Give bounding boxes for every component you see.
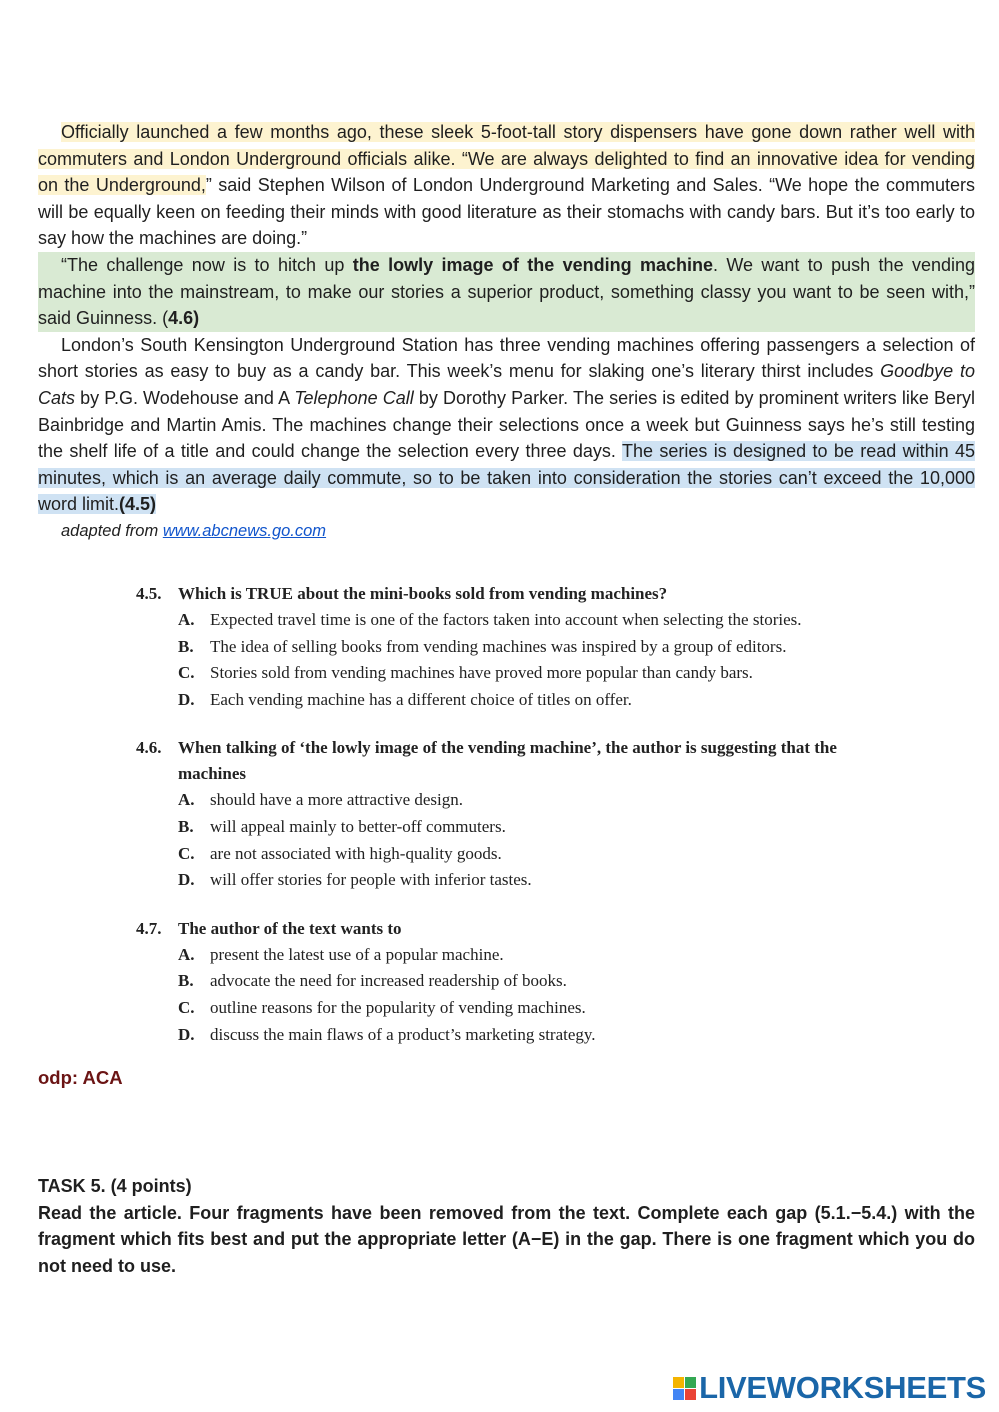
question-list: [136, 581, 896, 1070]
paragraph-3-text-a: London’s South Kensington Underground Station has three vending machines offering passengers a selection of short stories as easy to buy as a candy bar. This week’s menu for slaking one’s literary thirst includes: [38, 334, 975, 382]
source-line: [61, 518, 975, 544]
option-text: outline reasons for the popularity of vending machines.: [210, 997, 586, 1017]
logo-square-4: [685, 1389, 696, 1400]
answer-key: odp: ACA: [38, 1067, 123, 1088]
option-text: discuss the main flaws of a product’s marketing strategy.: [210, 1024, 596, 1044]
paragraph-3-text-c: by Dorothy Parker. The series is edited by prominent writers like Beryl Bainbridge and Martin Amis. The machines change their selections once a week but Guinness says he’s still testing the shelf life of a title and could change the selection every three days.: [38, 387, 976, 462]
option-text: Stories sold from vending machines have proved more popular than candy bars.: [210, 663, 753, 683]
option-d: [178, 867, 896, 894]
book-title-goodbye-to-cats: Goodbye to Cats: [38, 361, 975, 408]
logo-square-3: [673, 1389, 684, 1400]
option-letter: A.: [178, 610, 195, 629]
paragraph-3-text-b: by P.G. Wodehouse and A: [75, 387, 295, 408]
question-number: 4.6.: [136, 738, 162, 758]
liveworksheets-logo: [673, 1370, 986, 1406]
question-stem: The author of the text wants to: [178, 918, 402, 938]
option-text: will appeal mainly to better-off commuters.: [210, 816, 506, 836]
option-b: [178, 968, 896, 995]
paragraph-2-text-a: “The challenge now is to hitch up: [61, 254, 353, 275]
paragraph-2: [38, 252, 975, 332]
option-letter: A.: [178, 790, 195, 810]
task-instructions: Read the article. Four fragments have been removed from the text. Complete each gap (5.1.−5.4.) with the fragment which fits best and put the appropriate letter (A−E) in the gap. There is one fragment which you do not need to use.: [38, 1202, 975, 1276]
logo-square-1: [673, 1377, 684, 1388]
option-c: [178, 660, 896, 687]
question-stem: Which is TRUE about the mini-books sold from vending machines?: [178, 584, 668, 603]
task-5: [38, 1173, 975, 1279]
option-letter: B.: [178, 971, 194, 991]
question-number: 4.7.: [136, 918, 162, 938]
option-letter: C.: [178, 843, 195, 863]
option-letter: D.: [178, 689, 195, 709]
book-title-telephone-call: Telephone Call: [294, 387, 414, 408]
paragraph-2-text-b: . We want to push the vending machine into the mainstream, to make our stories a superior product, something classy you want to be seen with,” said Guinness. (: [38, 254, 976, 329]
option-letter: D.: [178, 1024, 195, 1044]
option-a: [178, 942, 896, 969]
option-text: Each vending machine has a different choice of titles on offer.: [210, 689, 632, 709]
task-title: TASK 5. (4 points): [38, 1176, 192, 1196]
paragraph-1: [38, 119, 975, 252]
question-4-5: [136, 581, 896, 713]
option-c: [178, 841, 896, 868]
option-letter: C.: [178, 663, 195, 683]
logo-square-2: [685, 1377, 696, 1388]
option-text: Expected travel time is one of the factors taken into account when selecting the stories.: [210, 610, 802, 629]
option-a: [178, 607, 896, 634]
option-letter: B.: [178, 816, 194, 836]
question-4-7: [136, 916, 896, 1048]
logo-icon: [673, 1377, 696, 1400]
option-letter: D.: [178, 870, 195, 890]
option-text: present the latest use of a popular machine.: [210, 944, 504, 964]
source-link[interactable]: www.abcnews.go.com: [162, 521, 327, 540]
option-d: [178, 1022, 896, 1049]
option-b: [178, 634, 896, 661]
source-label: adapted from: [61, 521, 163, 540]
article-text: [38, 119, 975, 544]
option-letter: B.: [178, 636, 194, 656]
paragraph-1-rest: ” said Stephen Wilson of London Underground Marketing and Sales. “We hope the commuters will be equally keen on feeding their minds with good literature as their stomachs with candy bars. But it’s too early to say how the machines are doing.”: [38, 175, 976, 249]
question-number: 4.5.: [136, 584, 162, 603]
reference-4-6: 4.6): [168, 308, 200, 329]
option-text: are not associated with high-quality goods.: [210, 843, 502, 863]
option-c: [178, 995, 896, 1022]
option-d: [178, 687, 896, 714]
option-b: [178, 814, 896, 841]
lowly-image-phrase: the lowly image of the vending machine: [352, 254, 713, 275]
reference-4-5: (4.5): [119, 494, 157, 515]
question-4-6: [136, 735, 896, 893]
option-letter: A.: [178, 944, 195, 964]
option-letter: C.: [178, 997, 195, 1017]
option-text: advocate the need for increased readership of books.: [210, 971, 567, 991]
option-text: The idea of selling books from vending machines was inspired by a group of editors.: [210, 636, 787, 656]
highlight-blue-text: The series is designed to be read within 45 minutes, which is an average daily commute, so to be taken into consideration the stories can’t exceed the 10,000 word limit.: [38, 441, 975, 515]
option-text: will offer stories for people with inferior tastes.: [210, 870, 532, 890]
question-stem: When talking of ‘the lowly image of the vending machine’, the author is suggesting that the machines: [178, 738, 837, 784]
logo-text: LIVEWORKSHEETS: [699, 1370, 986, 1405]
paragraph-3: [38, 332, 975, 518]
option-a: [178, 787, 896, 814]
option-text: should have a more attractive design.: [210, 790, 464, 810]
highlight-yellow: Officially launched a few months ago, these sleek 5-foot-tall story dispensers have gone down rather well with commuters and London Underground officials alike. “We are always delighted to find an innovative idea for vending on the Underground,: [38, 122, 975, 196]
